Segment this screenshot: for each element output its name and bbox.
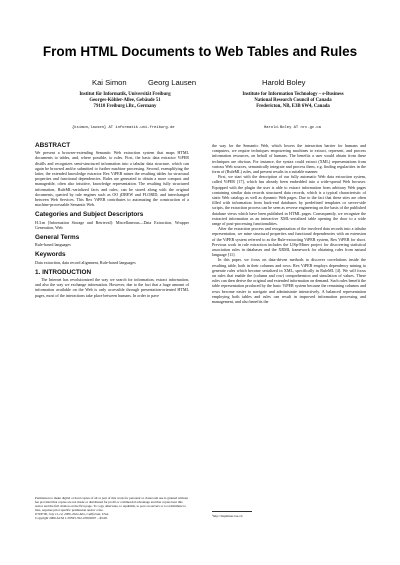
body-paragraph: First, we start with the description of our fully automatic Web data extraction system, called ViPER [17], which has already been embedded into a wide-spread Web browser. Equipped with the plugin the user is able to extract information from arbitrary Web pages containing similar data records structured data records, which is a typical characteristic of static Web catalogs as well as dynamic Web pages. Due to the fact that these sites are often filled with information from back-end databases by predefined templates or server-side scripts, the extraction process can be seen as reverse engineering on the basis of the published database views which have been published in HTML pages. Consequently, we recognize the extracted information as an interactive XML-serialized table opening the door to a wide range of post-processing functionalities. <box>212 174 366 227</box>
keywords-heading: Keywords <box>35 251 66 259</box>
email-left: {ksimon,lausen} AT informatik.uni-freiburg.de <box>72 126 175 130</box>
terms-heading: General Terms <box>35 234 80 242</box>
categories-text: H.3.m [Information Storage and Retrieval]: Miscellaneous—Data Extraction, Wrapper Generation, Web <box>35 219 189 230</box>
affiliation-right <box>208 92 378 110</box>
abstract-text: We present a browser-extending Semantic Web extraction system that maps HTML documents to tables, and, where possible, to rules. First, the basic data extractor ViPER distills and recognizes semi-structured information into a tabular data structure, which can again be browsed and/or submitted to further machine processing. Second, exemplifying the latter, the extended knowledge extractor Rex ViPER mines the resulting tables for structural properties and functional dependencies. Rules are generated to obtain a more compact and manageable, often also intuitive, knowledge representation. The resulting fully structured information, RuleML-serialized facts and rules, can be stored along with the original documents, queried by rule engines such as OO jDREW and FLORID, and interchanged between Web Services. This Rex ViPER contributes to automating the construction of a machine-processable Semantic Web. <box>35 150 189 208</box>
footnote: ¹http://lispminer.vse.cz/ <box>212 514 244 518</box>
affiliation-left <box>40 92 210 110</box>
permission-notice <box>35 496 189 521</box>
email-right: Harold.Boley AT nrc.gc.ca <box>264 126 321 130</box>
body-paragraph: the way for the Semantic Web, which lowers the interaction barrier for humans and computers, we require techniques empowering machines to extract, represent, and process information resources, on behalf of humans. The benefits a user would obtain from these techniques are obvious. For instance, the syntax could extract (XML) representations from various Web sources, semantically integrate and process them, e.g. finding regularities in the form of (RuleML) rules, and present results in a suitable manner. <box>212 143 366 175</box>
intro-heading: 1. INTRODUCTION <box>35 268 92 276</box>
keywords-text: Data extraction, data record alignment, Rule-based languages <box>35 259 136 265</box>
permission-copyright: Copyright 2006 ACM 1-59593-352-2/06/0007 ...$5.00. <box>35 516 108 521</box>
terms-text: Rule-based languages <box>35 242 71 248</box>
author-name: Georg Lausen <box>148 78 197 87</box>
permission-conference: ICWE'06, July 11-14, 2006, Palo Alto, California, USA. <box>35 512 109 517</box>
affiliation-line: Institute for Information Technology – e-Business <box>242 92 344 97</box>
intro-text: The Internet has revolutionized the way we search for information, extract information, and also the way we exchange information. However, due to the fact that a huge amount of information available on the Web is only accessible through presentation-oriented HTML pages, most of the interactions take place between humans. In order to pave <box>35 277 189 298</box>
paper-title: From HTML Documents to Web Tables and Rules <box>42 44 358 59</box>
affiliation-line: 79110 Freiburg i.Br., Germany <box>93 104 157 110</box>
left-column <box>35 143 189 298</box>
permission-text: Permission to make digital or hard copies of all or part of this work for personal or classroom use is granted without fee provided that copies are not made or distributed for profit or commercial advantage and that copies bear this notice and the full citation on the first page. To copy otherwise, to republish, to post on servers or to redistribute to lists, requires prior specific permission and/or a fee. <box>35 496 188 513</box>
footnote-rule <box>212 511 252 512</box>
author-name: Harold Boley <box>262 78 306 87</box>
affiliation-line: Institut für Informatik, Universität Freiburg <box>79 92 171 97</box>
affiliation-line: Fredericton, NB, E3B 6W4, Canada <box>256 104 330 110</box>
body-paragraph: In this paper, we focus on data-driven methods to discover correlations inside the resulting table, both in their columns and rows. Rex ViPER employs dependency mining to generate rules which become serialized in XML, specifically in RuleML [4]. We will focus on rules that enable the (column and row) comprehension and simulation of values. These rules can then derive the original and extended information on demand. Such rules benefit the table representation produced by the basic ViPER system because the remaining columns and rows become easier to navigate and administrate interactively. A balanced representation employing both tables and rules can result in improved information processing and management, and also benefits the <box>212 257 366 305</box>
affiliation-line: National Research Council of Canada <box>254 98 332 104</box>
body-paragraph: After the extraction process and reorganization of the involved data records into a tabular representation, we mine structural properties and functional dependencies with an extension of the ViPER system referred to as the Rule-extracting ViPER system, Rex ViPER for short. Previous work in rule extraction includes the LISp-Miner project for discovering statistical association rules in databases and the XRML framework for obtaining rules from natural language [11]. <box>212 226 366 258</box>
categories-heading: Categories and Subject Descriptors <box>35 211 144 219</box>
abstract-heading: ABSTRACT <box>35 142 71 149</box>
affiliation-line: Georges-Köhler-Allee, Gebäude 51 <box>89 98 161 104</box>
right-column <box>212 143 366 304</box>
author-name: Kai Simon <box>92 78 127 87</box>
